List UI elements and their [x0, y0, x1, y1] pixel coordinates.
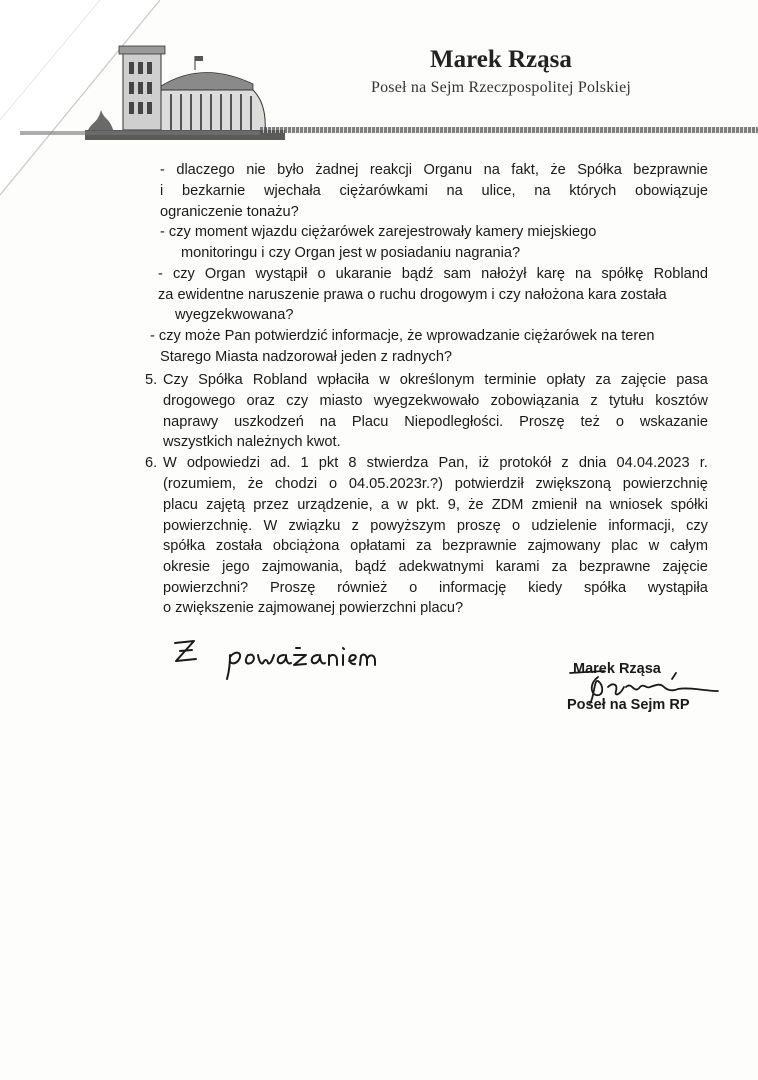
signatory-name: Marek Rząsa	[573, 661, 661, 677]
body-line: - czy moment wjazdu ciężarówek zarejestrowały kamery miejskiego	[160, 224, 597, 240]
body-line: drogowego oraz czy miasto wyegzekwowało zobowiązania z tytułu kosztów	[163, 393, 708, 409]
body-line: W odpowiedzi ad. 1 pkt 8 stwierdza Pan, iż protokół z dnia 04.04.2023 r.	[163, 455, 708, 471]
handwritten-closing	[172, 635, 402, 680]
body-line: ograniczenie tonażu?	[160, 204, 299, 220]
body-line: - czy Organ wystąpił o ukaranie bądź sam nałożył karę na spółkę Robland	[158, 266, 708, 282]
body-line: placu zajętą przez urządzenie, a w pkt. 9, że ZDM zmienił na wniosek spółki	[163, 497, 708, 513]
body-line: - dlaczego nie było żadnej reakcji Organu na fakt, że Spółka bezprawnie	[160, 162, 708, 178]
body-line: - czy może Pan potwierdzić informacje, że wprowadzanie ciężarówek na teren	[150, 328, 655, 344]
body-line: za ewidentne naruszenie prawa o ruchu drogowym i czy nałożona kara została	[158, 287, 667, 303]
body-line: monitoringu i czy Organ jest w posiadaniu nagrania?	[181, 245, 521, 261]
body-line: wszystkich należnych kwot.	[163, 434, 341, 450]
list-number: 5.	[145, 372, 158, 388]
letterhead-name: Marek Rząsa	[430, 46, 572, 73]
body-line: Starego Miasta nadzorował jeden z radnych?	[160, 349, 453, 365]
letterhead-title: Poseł na Sejm Rzeczpospolitej Polskiej	[371, 79, 632, 96]
body-line: o zwiększenie zajmowanej powierzchni placu?	[163, 600, 464, 616]
body-line: Czy Spółka Robland wpłaciła w określonym terminie opłaty za zajęcie pasa	[163, 372, 708, 388]
body-line: (rozumiem, że chodzi o 04.05.2023r.?) potwierdził zwiększoną powierzchnię	[163, 476, 708, 492]
body-line: spółka została obciążona opłatami za bezprawnie zajmowany plac w całym	[163, 538, 708, 554]
signatory-title: Poseł na Sejm RP	[567, 697, 690, 713]
body-line: okresie jego zajmowania, bądź adekwatnymi karami za bezprawne zajęcie	[163, 559, 708, 575]
body-line: powierzchni? Proszę również o informację kiedy spółka wystąpiła	[163, 580, 708, 596]
body-line: wyegzekwowana?	[175, 307, 294, 323]
body-line: powierzchnię. W związku z powyższym proszę o udzielenie informacji, czy	[163, 518, 708, 534]
body-line: naprawy uszkodzeń na Placu Niepodległości. Proszę też o wskazanie	[163, 414, 708, 430]
list-number: 6.	[145, 455, 158, 471]
body-line: i bezkarnie wjechała ciężarówkami na ulice, na których obowiązuje	[160, 183, 708, 199]
